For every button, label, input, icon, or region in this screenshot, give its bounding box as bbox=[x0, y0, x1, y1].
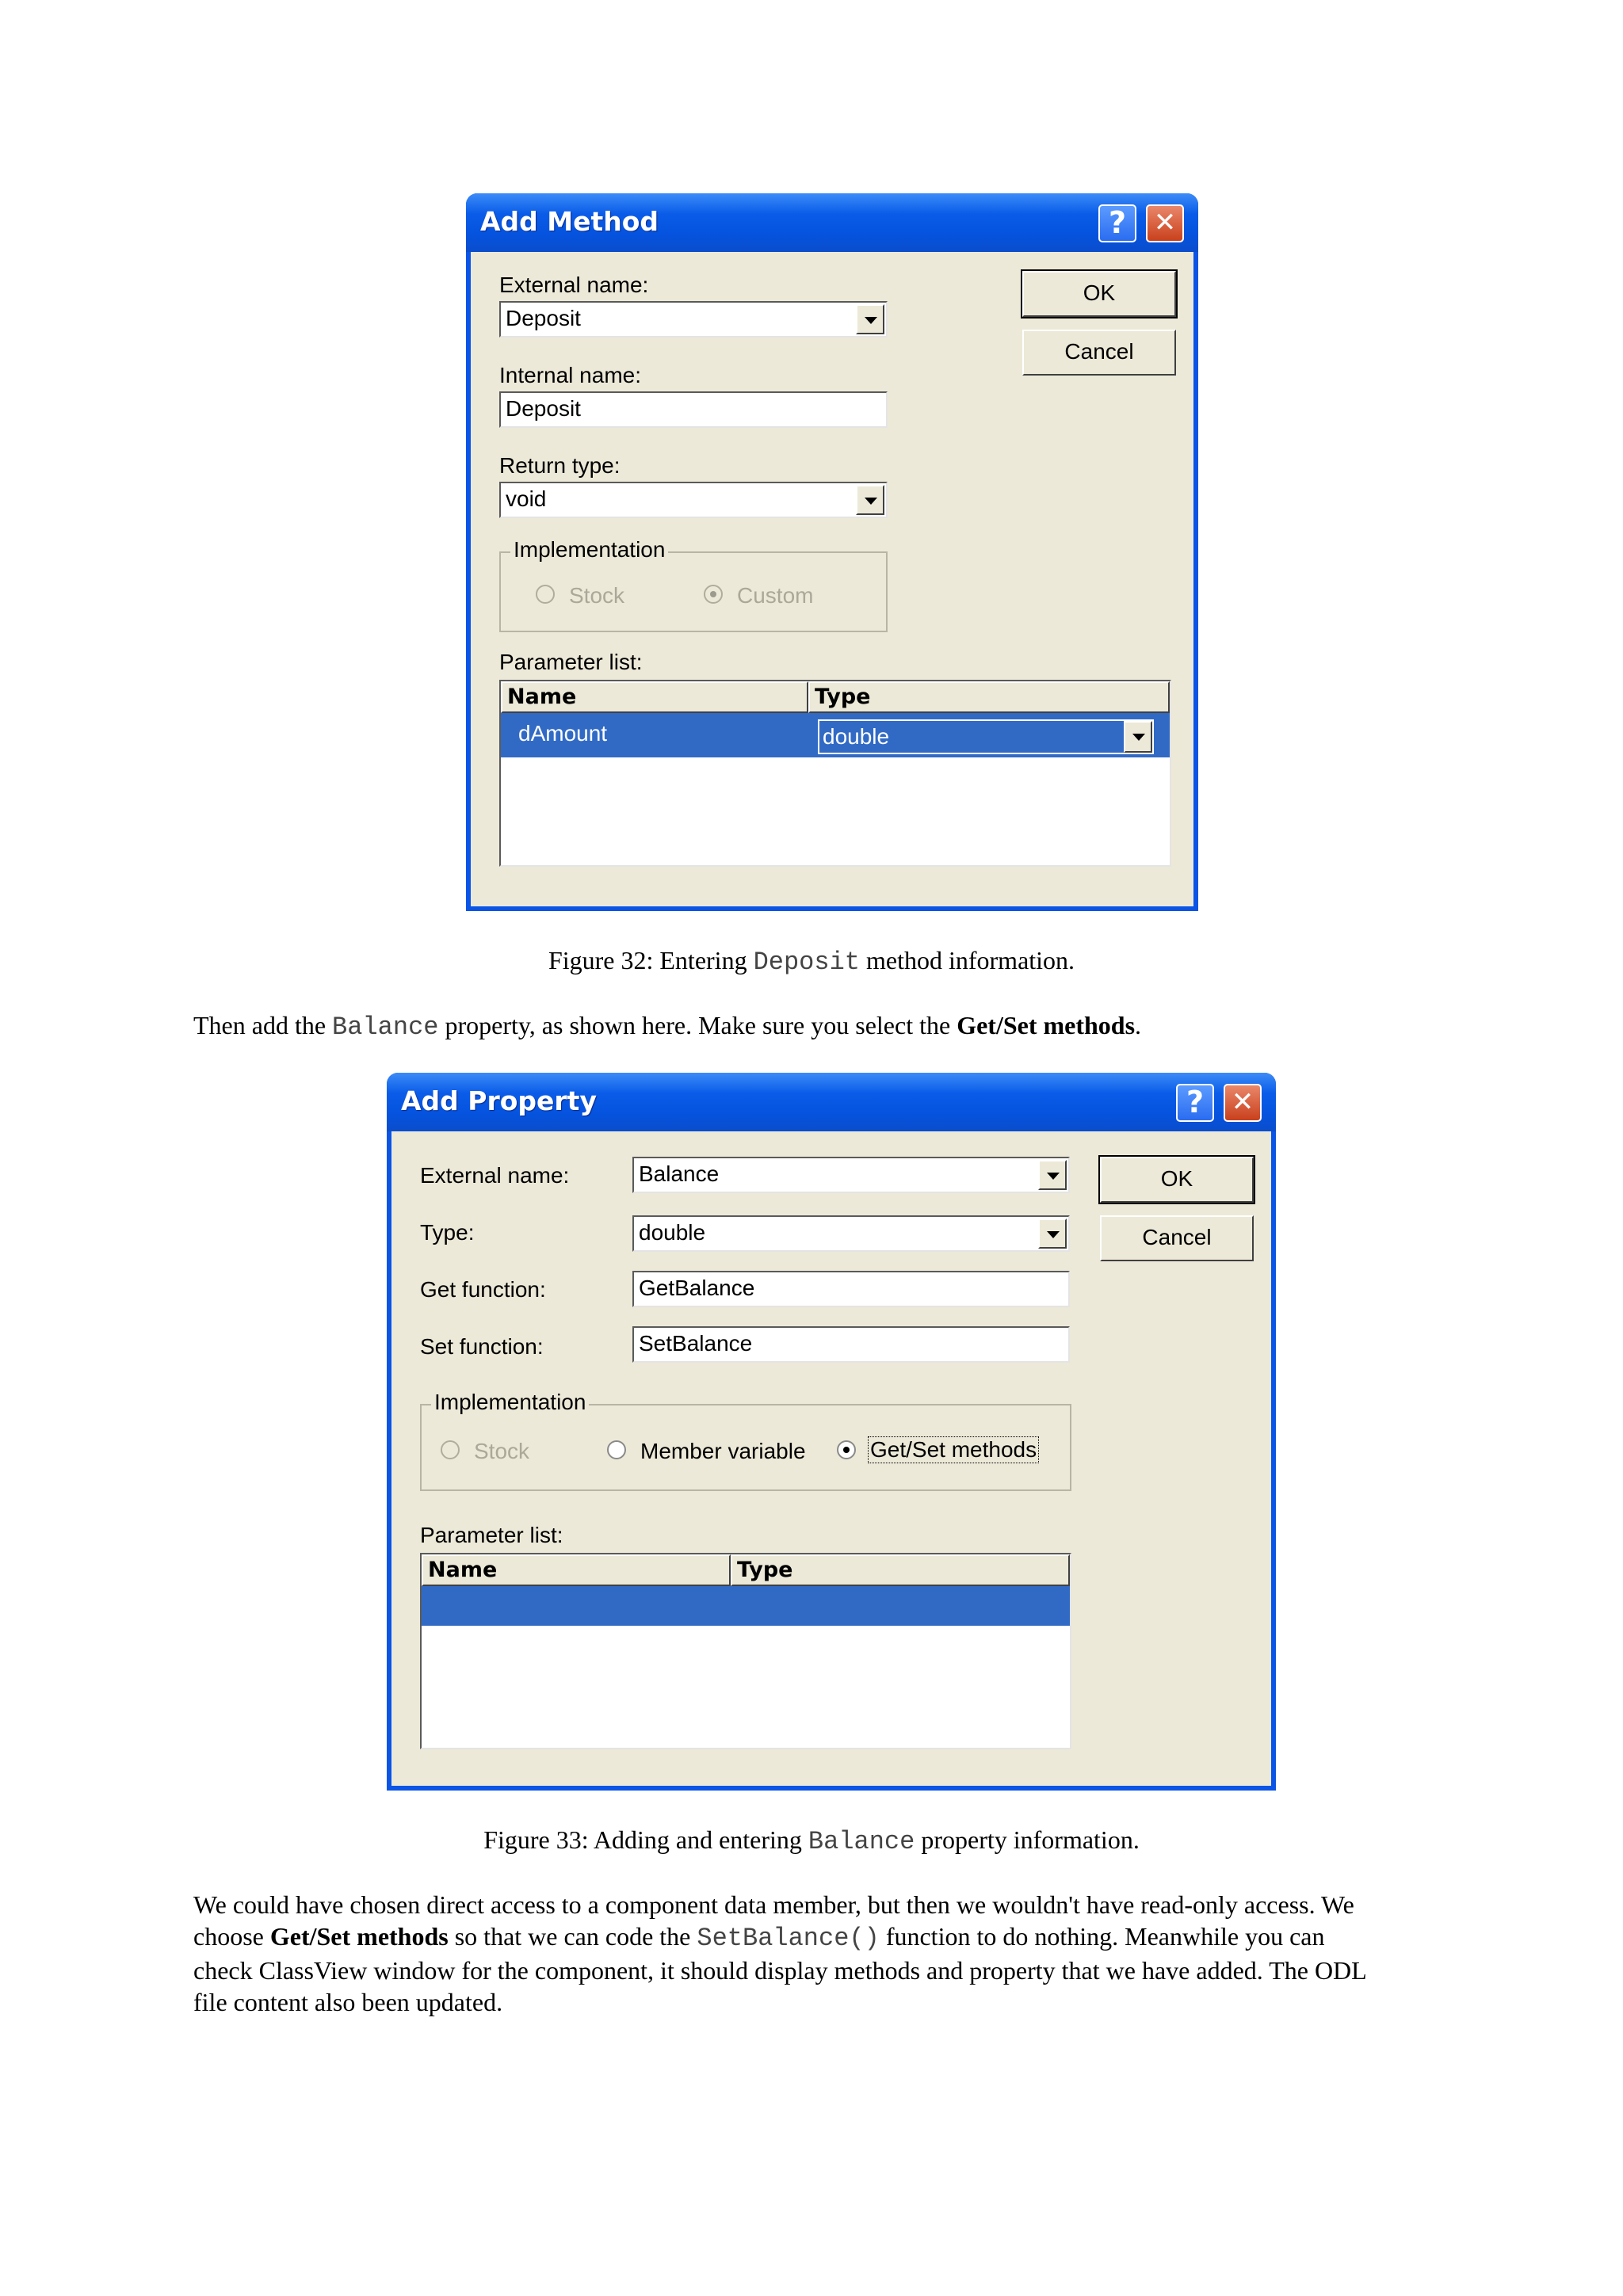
stock-radio[interactable] bbox=[441, 1440, 460, 1459]
parameter-list[interactable] bbox=[499, 680, 1171, 867]
column-header-name[interactable]: Name bbox=[501, 681, 808, 713]
internal-name-input[interactable] bbox=[499, 391, 888, 428]
title-bar[interactable] bbox=[387, 1073, 1276, 1131]
dialog-client bbox=[471, 252, 1193, 906]
caption-text: Figure 33: Adding and entering bbox=[483, 1825, 808, 1854]
chevron-down-icon bbox=[865, 317, 877, 324]
para-text: . bbox=[1135, 1011, 1142, 1039]
para-text: function to do nothing. Meanwhile you can bbox=[879, 1922, 1325, 1951]
para-line: We could have chosen direct access to a component data member, but then we wouldn't have read-only access. We bbox=[193, 1890, 1354, 1919]
caption-text-end: property information. bbox=[915, 1825, 1140, 1854]
figure-32-caption bbox=[0, 944, 1623, 978]
dialog-title: Add Method bbox=[480, 206, 659, 237]
ok-button[interactable]: OK bbox=[1100, 1157, 1254, 1203]
caption-code: Balance bbox=[808, 1827, 915, 1856]
help-button[interactable] bbox=[1176, 1084, 1214, 1122]
parameter-list-label: Parameter list: bbox=[420, 1523, 563, 1547]
add-method-dialog bbox=[466, 193, 1198, 911]
title-bar[interactable] bbox=[466, 193, 1198, 252]
close-button[interactable] bbox=[1224, 1084, 1262, 1122]
help-icon: ? bbox=[1186, 1085, 1205, 1119]
figure-33-caption bbox=[0, 1824, 1623, 1858]
dialog-client bbox=[391, 1131, 1271, 1786]
return-type-label: Return type: bbox=[499, 453, 621, 478]
row-name-cell: dAmount bbox=[518, 721, 608, 746]
parameter-list-label: Parameter list: bbox=[499, 650, 643, 674]
help-icon: ? bbox=[1108, 205, 1127, 240]
type-combo[interactable] bbox=[632, 1215, 1070, 1252]
para-text: choose bbox=[193, 1922, 270, 1951]
implementation-group bbox=[420, 1390, 1071, 1491]
stock-radio[interactable] bbox=[536, 585, 555, 604]
set-function-label: Set function: bbox=[420, 1334, 544, 1359]
close-icon: ✕ bbox=[1153, 207, 1177, 238]
caption-text-end: method information. bbox=[859, 946, 1075, 974]
get-function-label: Get function: bbox=[420, 1277, 546, 1302]
dropdown-button[interactable] bbox=[1038, 1219, 1067, 1249]
getset-methods-label: Get/Set methods bbox=[870, 1437, 1037, 1462]
stock-label: Stock bbox=[569, 583, 625, 608]
internal-name-value: Deposit bbox=[506, 396, 581, 421]
external-name-value: Balance bbox=[639, 1161, 720, 1186]
dropdown-button[interactable] bbox=[856, 485, 884, 515]
chevron-down-icon bbox=[1047, 1173, 1060, 1180]
caption-text: Figure 32: Entering bbox=[548, 946, 754, 974]
column-header-type[interactable]: Type bbox=[808, 681, 1170, 713]
get-function-input[interactable] bbox=[632, 1271, 1070, 1307]
para-text: so that we can code the bbox=[448, 1922, 697, 1951]
member-variable-radio[interactable] bbox=[607, 1440, 626, 1459]
paragraph-2 bbox=[193, 1889, 1477, 2018]
radio-dot bbox=[843, 1447, 850, 1453]
caption-code: Deposit bbox=[753, 948, 860, 977]
add-property-dialog bbox=[387, 1073, 1276, 1791]
internal-name-label: Internal name: bbox=[499, 363, 641, 387]
para-text: Then add the bbox=[193, 1011, 333, 1039]
close-icon: ✕ bbox=[1231, 1086, 1254, 1118]
column-header-name[interactable]: Name bbox=[422, 1554, 731, 1586]
para-code: Balance bbox=[332, 1013, 439, 1042]
chevron-down-icon bbox=[865, 498, 877, 505]
dropdown-button[interactable] bbox=[1038, 1160, 1067, 1190]
return-type-combo[interactable] bbox=[499, 482, 888, 518]
para-line bbox=[193, 1920, 1477, 1955]
return-type-value: void bbox=[506, 486, 547, 511]
stock-label: Stock bbox=[474, 1439, 530, 1463]
getset-methods-radio[interactable] bbox=[837, 1440, 856, 1459]
close-button[interactable] bbox=[1146, 204, 1184, 242]
implementation-label: Implementation bbox=[510, 537, 668, 563]
chevron-down-icon bbox=[1047, 1231, 1060, 1238]
external-name-value: Deposit bbox=[506, 306, 581, 330]
member-variable-label: Member variable bbox=[640, 1439, 806, 1463]
para-text: property, as shown here. Make sure you select the bbox=[438, 1011, 957, 1039]
implementation-group bbox=[499, 537, 888, 632]
radio-dot bbox=[710, 591, 716, 597]
dropdown-button[interactable] bbox=[856, 304, 884, 334]
set-function-input[interactable] bbox=[632, 1326, 1070, 1363]
dropdown-button[interactable] bbox=[1124, 721, 1152, 753]
chevron-down-icon bbox=[1132, 734, 1145, 741]
parameter-list[interactable] bbox=[420, 1553, 1071, 1749]
cancel-button[interactable]: Cancel bbox=[1022, 330, 1176, 376]
custom-label: Custom bbox=[737, 583, 814, 608]
row-type-combo[interactable] bbox=[818, 719, 1154, 754]
paragraph-1 bbox=[193, 1009, 1141, 1043]
external-name-label: External name: bbox=[499, 273, 649, 297]
get-function-value: GetBalance bbox=[639, 1276, 755, 1300]
external-name-label: External name: bbox=[420, 1163, 570, 1188]
set-function-value: SetBalance bbox=[639, 1331, 753, 1356]
table-row[interactable] bbox=[501, 713, 1170, 757]
type-label: Type: bbox=[420, 1220, 475, 1245]
para-line: file content also been updated. bbox=[193, 1988, 503, 2016]
table-row[interactable] bbox=[422, 1586, 1070, 1626]
type-value: double bbox=[639, 1220, 706, 1245]
dialog-title: Add Property bbox=[401, 1085, 597, 1116]
para-code: SetBalance() bbox=[697, 1924, 880, 1953]
cancel-button[interactable]: Cancel bbox=[1100, 1215, 1254, 1261]
para-bold: Get/Set methods bbox=[269, 1922, 449, 1951]
external-name-combo[interactable] bbox=[499, 301, 888, 338]
ok-button[interactable]: OK bbox=[1022, 271, 1176, 317]
implementation-label: Implementation bbox=[431, 1390, 589, 1415]
para-bold: Get/Set methods bbox=[957, 1011, 1136, 1039]
external-name-combo[interactable] bbox=[632, 1157, 1070, 1193]
row-type-value: double bbox=[823, 724, 890, 749]
column-header-type[interactable]: Type bbox=[731, 1554, 1070, 1586]
custom-radio[interactable] bbox=[704, 585, 723, 604]
para-line: check ClassView window for the component, it should display methods and property that we have added. The ODL bbox=[193, 1956, 1367, 1985]
help-button[interactable] bbox=[1098, 204, 1136, 242]
